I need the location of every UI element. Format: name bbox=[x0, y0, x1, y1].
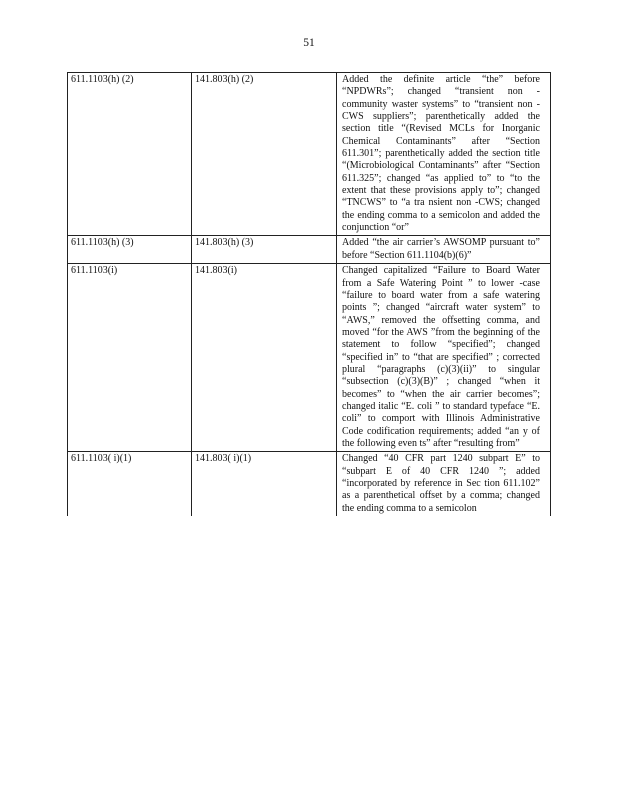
table-row bbox=[68, 73, 551, 236]
change-description-cell: Added “the air carrier’s AWSOMP pursuant to” before “Section 611.1104(b)(6)” bbox=[337, 236, 551, 264]
illinois-section-cell: 611.1103( i)(1) bbox=[68, 452, 192, 516]
cfr-section-cell: 141.803(h) (3) bbox=[192, 236, 337, 264]
illinois-section-cell: 611.1103(i) bbox=[68, 264, 192, 452]
cfr-section-cell: 141.803(i) bbox=[192, 264, 337, 452]
change-description-cell: Changed “40 CFR part 1240 subpart E” to “subpart E of 40 CFR 1240 ”; added “incorporated by reference in Sec tion 611.102” as a parenthetical offset by a comma; changed the ending comma to a semicolon bbox=[337, 452, 551, 516]
change-description-cell: Added the definite article “the” before “NPDWRs”; changed “transient non - community waster systems” to “transient non -CWS suppliers”; parenthetically added the section title “(Revised MCLs for Inorganic Chemical Contaminants” after “Section 611.301”; parenthetically added the section title “(Microbiological Contaminants” after “Section 611.325”; changed “as applied to” to “to the extent that these provisions apply to”; changed “TNCWS” to “a tra nsient non -CWS; changed the ending comma to a semicolon and added the conjunction “or” bbox=[337, 73, 551, 236]
cfr-section-cell: 141.803( i)(1) bbox=[192, 452, 337, 516]
illinois-section-cell: 611.1103(h) (3) bbox=[68, 236, 192, 264]
table-row bbox=[68, 452, 551, 516]
table-row bbox=[68, 264, 551, 452]
change-description-cell: Changed capitalized “Failure to Board Water from a Safe Watering Point ” to lower -case “failure to board water from a safe watering points ”; changed “aircraft water system” to “AWS,” removed the offsetting comma, and moved “for the AWS ”from the beginning of the statement to follow “specified”; changed “specified in” to “that are specified” ; corrected plural “paragraphs (c)(3)(ii)” to singular “subsection (c)(3)(B)” ; changed “when it becomes” to “when the air carrier becomes”; changed italic “E. coli ” to standard typeface “E. coli” to comport with Illinois Administrative Code codification requirements; added “an y of the following even ts” after “resulting from” bbox=[337, 264, 551, 452]
page-number: 51 bbox=[303, 37, 315, 49]
cfr-section-cell: 141.803(h) (2) bbox=[192, 73, 337, 236]
illinois-section-cell: 611.1103(h) (2) bbox=[68, 73, 192, 236]
table-row bbox=[68, 236, 551, 264]
section-comparison-table bbox=[67, 72, 551, 516]
